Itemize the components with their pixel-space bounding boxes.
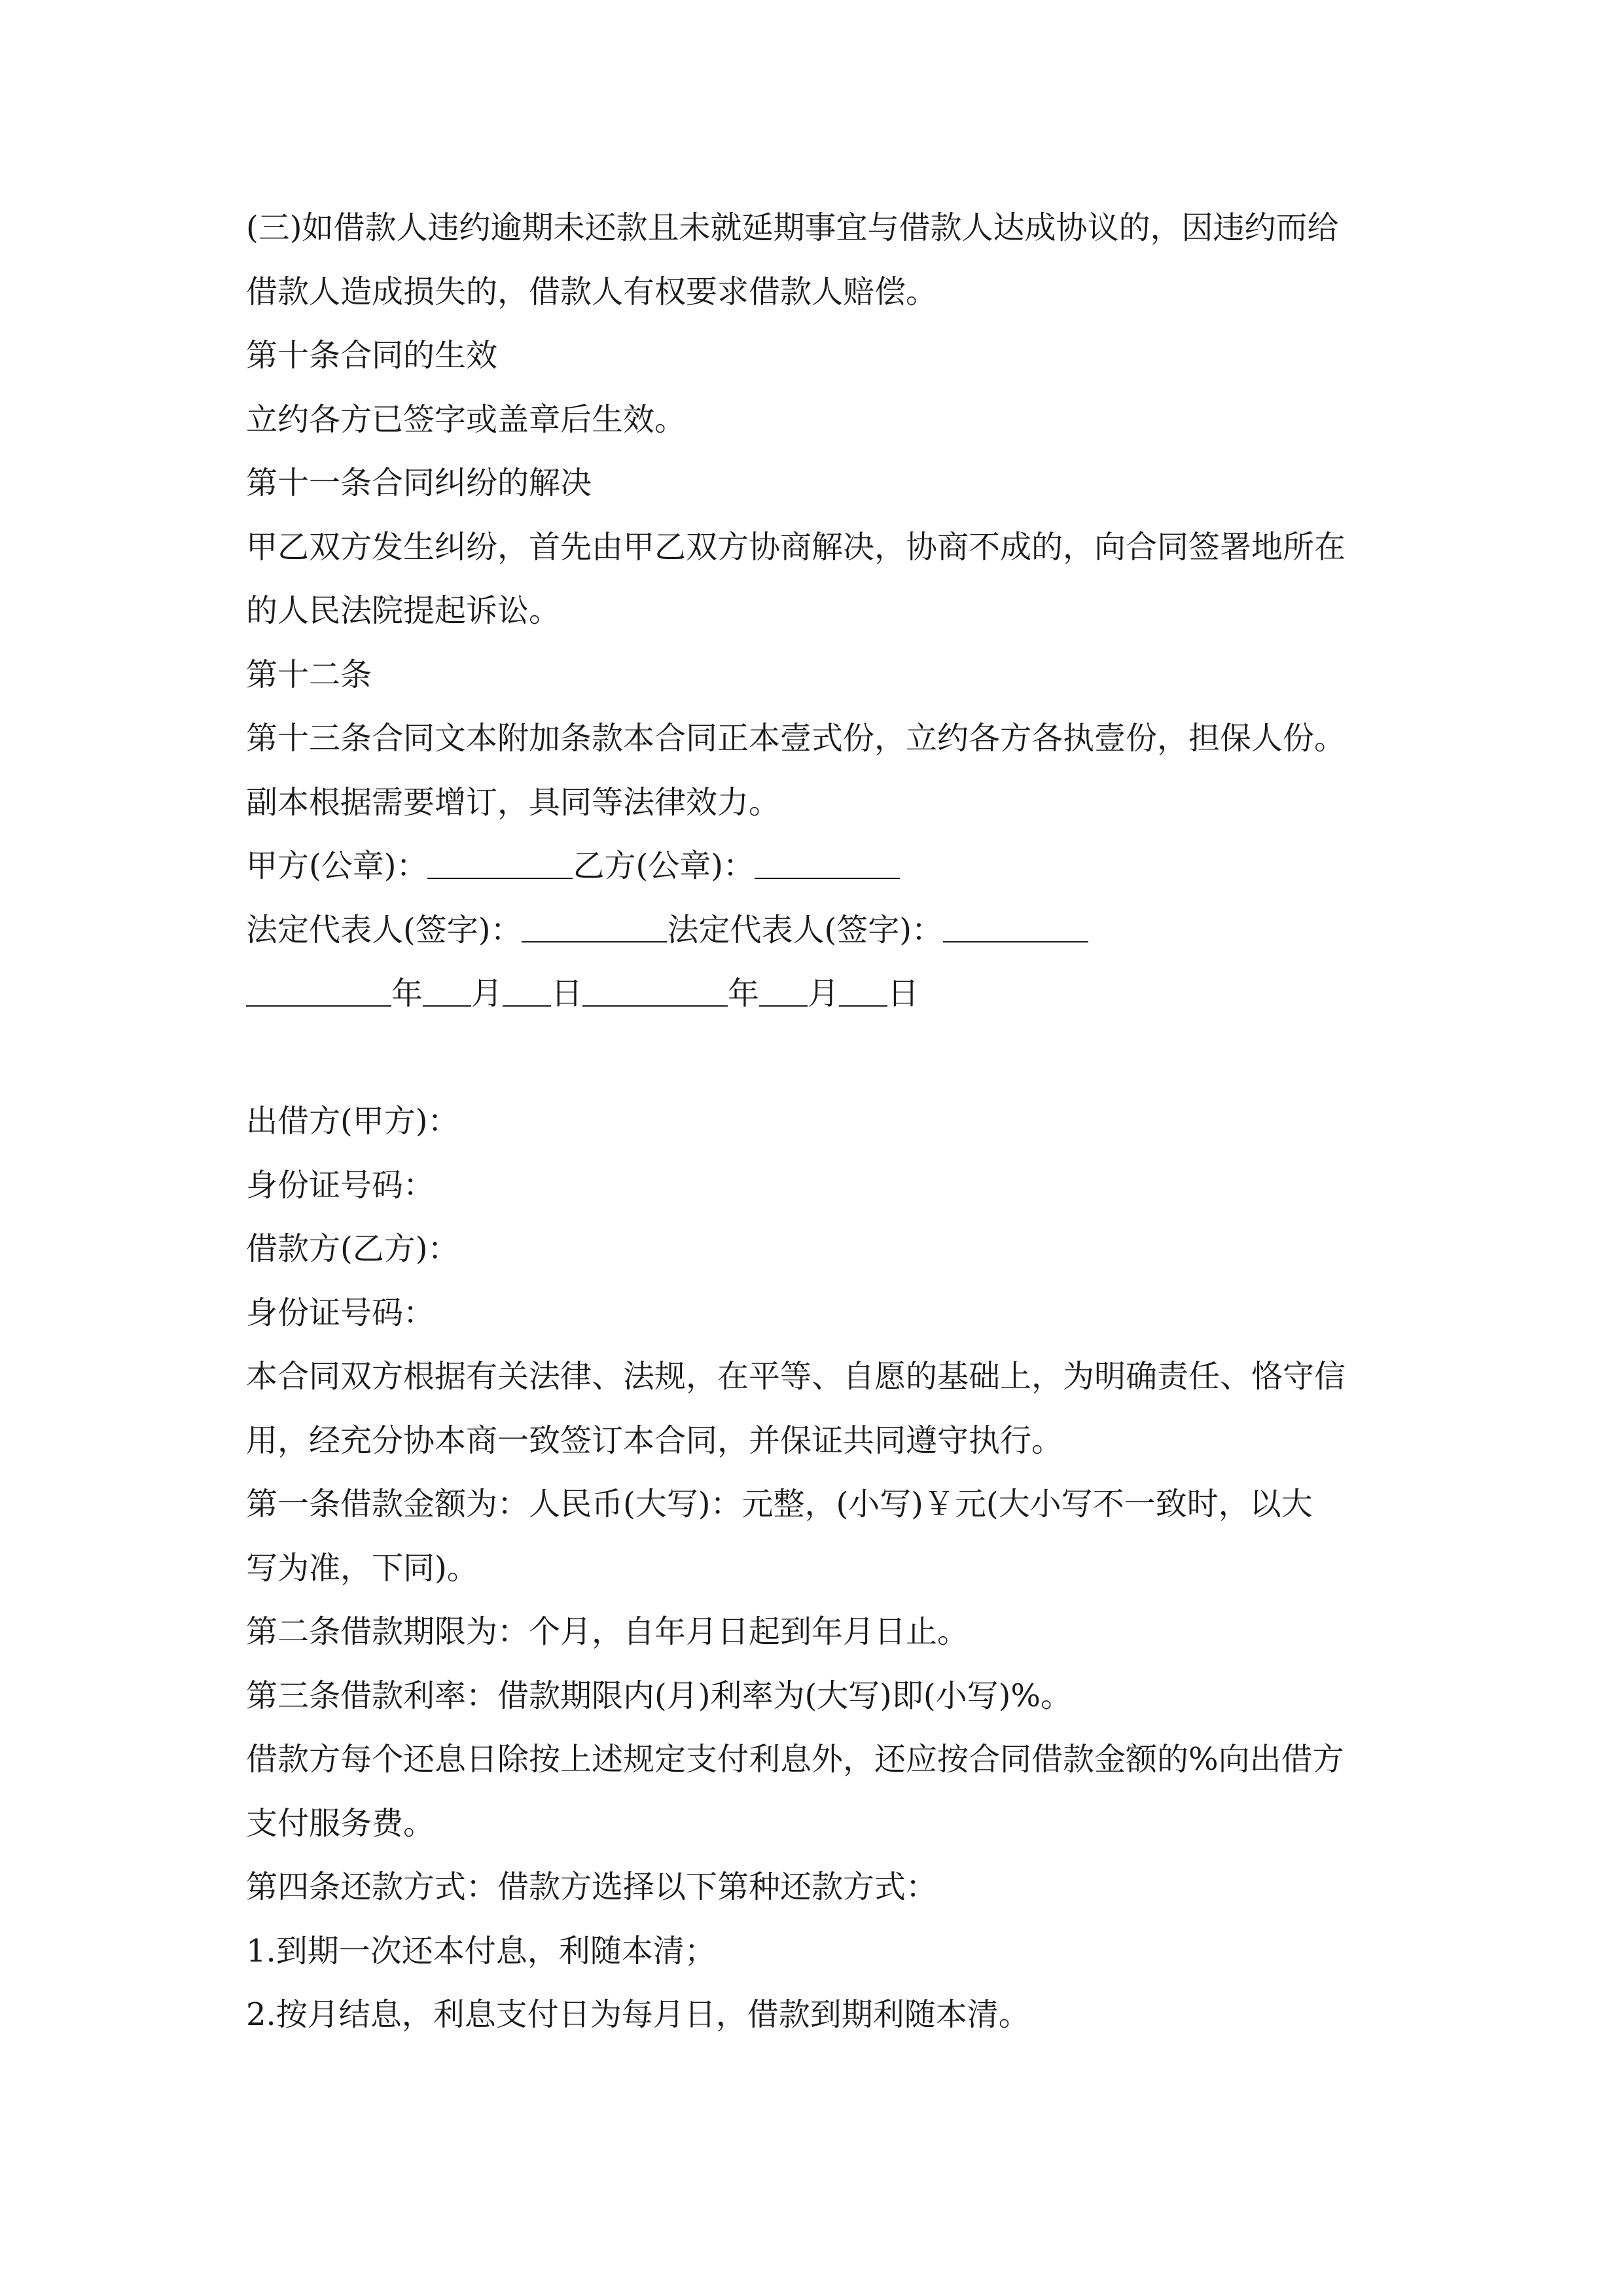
text-line: 支付服务费。 [246, 1804, 435, 1842]
text-line: 副本根据需要增订，具同等法律效力。 [246, 783, 781, 821]
text-line: 借款方每个还息日除按上述规定支付利息外，还应按合同借款金额的%向出借方 [246, 1741, 1344, 1778]
lender-label: 出借方(甲方)： [246, 1103, 459, 1139]
id-number-label: 身份证号码： [246, 1166, 435, 1204]
text-line: 第十三条合同文本附加条款本合同正本壹式份，立约各方各执壹份，担保人份。 [246, 720, 1346, 757]
year-blank-a[interactable] [246, 977, 391, 1007]
text-line: 第二条借款期限为：个月，自年月日起到年月日止。 [246, 1613, 969, 1650]
text-line: 第一条借款金额为：人民币(大写)：元整，(小写)￥元(大小写不一致时，以大 [246, 1486, 1313, 1522]
text-line: 的人民法院提起诉讼。 [246, 592, 561, 629]
month-blank-a[interactable] [423, 977, 471, 1007]
article-heading: 第十条合同的生效 [246, 337, 498, 374]
date-line [246, 962, 1411, 1026]
day-blank-a[interactable] [503, 977, 551, 1007]
party-a-seal-label: 甲方(公章)： [246, 848, 428, 884]
legal-rep-a-blank[interactable] [522, 913, 667, 942]
section-gap [246, 1026, 1411, 1090]
text-line: 第四条还款方式：借款方选择以下第种还款方式： [246, 1869, 938, 1905]
party-b-seal-label: 乙方(公章)： [573, 848, 755, 884]
day-blank-b[interactable] [839, 977, 887, 1007]
day-label: 日 [551, 975, 583, 1012]
text-line: 1.到期一次还本付息，利随本清； [246, 1932, 716, 1969]
article-heading: 第十一条合同纠纷的解决 [246, 465, 592, 501]
year-label: 年 [728, 975, 760, 1012]
seal-line [246, 834, 1411, 899]
text-line: 甲乙双方发生纠纷，首先由甲乙双方协商解决，协商不成的，向合同签署地所在 [246, 528, 1346, 565]
year-blank-b[interactable] [582, 977, 728, 1007]
borrower-label: 借款方(乙方)： [246, 1230, 459, 1267]
party-a-seal-blank[interactable] [427, 850, 573, 879]
text-line: 借款人造成损失的，借款人有权要求借款人赔偿。 [246, 273, 938, 310]
id-number-label: 身份证号码： [246, 1294, 435, 1331]
legal-rep-b-blank[interactable] [943, 913, 1088, 942]
text-line: 写为准，下同)。 [246, 1549, 478, 1587]
month-label: 月 [808, 975, 840, 1012]
text-line: (三)如借款人违约逾期未还款且未就延期事宜与借款人达成协议的，因违约而给 [246, 209, 1339, 246]
party-b-seal-blank[interactable] [755, 850, 900, 879]
year-label: 年 [391, 975, 423, 1012]
month-label: 月 [471, 975, 503, 1012]
text-line: 本合同双方根据有关法律、法规，在平等、自愿的基础上，为明确责任、恪守信 [246, 1358, 1346, 1395]
text-line: 2.按月结息，利息支付日为每月日，借款到期利随本清。 [246, 1996, 1030, 2033]
text-line: 立约各方已签字或盖章后生效。 [246, 401, 687, 438]
text-line: 第三条借款利率：借款期限内(月)利率为(大写)即(小写)%。 [246, 1677, 1072, 1714]
legal-rep-line [246, 899, 1411, 963]
day-label: 日 [887, 975, 919, 1012]
legal-rep-b-label: 法定代表人(签字)： [667, 911, 943, 948]
article-heading: 第十二条 [246, 656, 372, 693]
legal-rep-a-label: 法定代表人(签字)： [246, 911, 522, 948]
text-line: 用，经充分协本商一致签订本合同，并保证共同遵守执行。 [246, 1422, 1063, 1459]
document-body [246, 196, 1411, 2047]
month-blank-b[interactable] [759, 977, 808, 1007]
